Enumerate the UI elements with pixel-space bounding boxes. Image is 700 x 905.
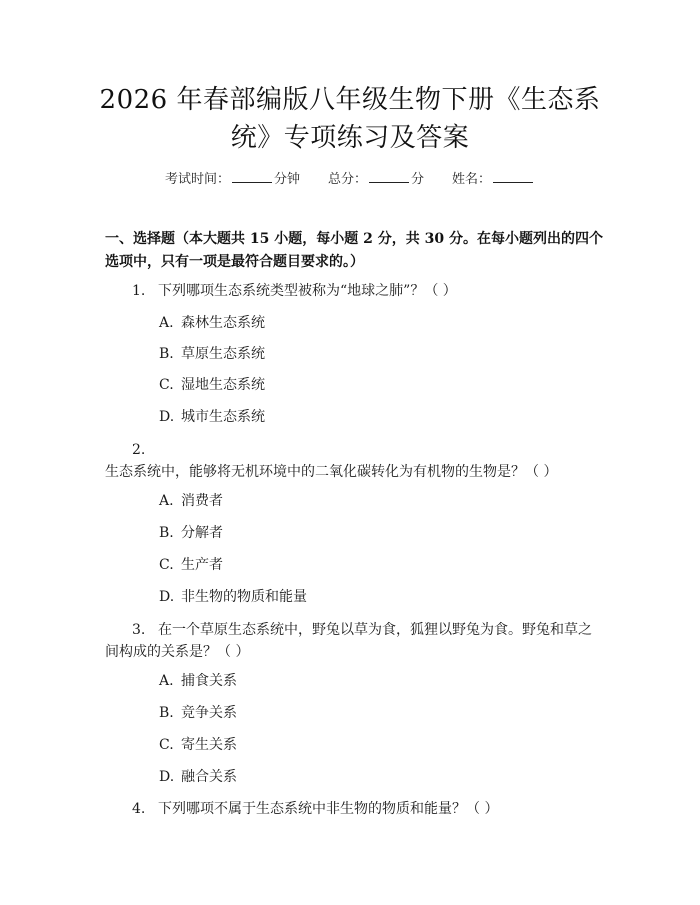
question-text: 生态系统中，能够将无机环境中的二氧化碳转化为有机物的生物是？（ ） [105, 464, 558, 480]
question-text: 下列哪项不属于生态系统中非生物的物质和能量？（ ） [158, 801, 499, 817]
total-score-blank [369, 170, 409, 183]
question-3 [105, 619, 605, 663]
question-1-option-a [159, 313, 265, 333]
option-text: 森林生态系统 [181, 315, 265, 331]
student-name-label: 姓名： [452, 172, 492, 187]
question-2 [105, 439, 605, 483]
question-4 [105, 798, 605, 820]
option-text: 湿地生态系统 [181, 377, 265, 393]
document-title-line-2: 统》专项练习及答案 [230, 123, 470, 153]
document-title-line-1: 2026 年春部编版八年级生物下册《生态系 [99, 85, 601, 115]
option-text: 非生物的物质和能量 [181, 589, 307, 605]
exam-info [0, 168, 700, 187]
option-text: 寄生关系 [181, 737, 237, 753]
question-text: 在一个草原生态系统中，野兔以草为食，狐狸以野兔为食。野兔和草之间构成的关系是？（ ） [105, 622, 592, 660]
question-3-option-d [159, 767, 237, 787]
option-letter: A. [159, 315, 174, 331]
option-text: 分解者 [181, 525, 223, 541]
question-2-option-c [159, 555, 223, 575]
option-letter: B. [159, 525, 174, 541]
question-number: 3. [132, 622, 146, 638]
section-heading: 一、选择题（本大题共 15 小题，每小题 2 分，共 30 分。在每小题列出的四个选项中，只有一项是最符合题目要求的。） [105, 231, 603, 270]
option-text: 融合关系 [181, 769, 237, 785]
question-2-option-b [159, 523, 223, 543]
question-1-option-b [159, 344, 265, 364]
option-letter: A. [159, 673, 174, 689]
total-score-unit: 分 [411, 172, 425, 187]
question-1 [105, 280, 605, 302]
option-letter: D. [159, 589, 175, 605]
option-letter: D. [159, 769, 175, 785]
question-1-option-d [159, 407, 265, 427]
option-letter: C. [159, 557, 174, 573]
question-3-option-c [159, 735, 237, 755]
question-text: 下列哪项生态系统类型被称为“地球之肺”？（ ） [158, 283, 457, 299]
exam-time-label: 考试时间： [164, 172, 230, 187]
option-text: 城市生态系统 [181, 409, 265, 425]
question-number: 2. [132, 442, 146, 458]
exam-time-blank [232, 170, 272, 183]
question-2-option-d [159, 587, 307, 607]
question-number: 4. [132, 801, 146, 817]
option-letter: B. [159, 346, 174, 362]
question-number: 1. [132, 283, 146, 299]
option-letter: A. [159, 493, 174, 509]
question-2-option-a [159, 491, 223, 511]
option-letter: C. [159, 377, 174, 393]
exam-time-unit: 分钟 [273, 172, 300, 187]
option-letter: C. [159, 737, 174, 753]
question-1-option-c [159, 375, 265, 395]
option-text: 草原生态系统 [181, 346, 265, 362]
option-text: 消费者 [181, 493, 223, 509]
question-3-option-b [159, 703, 237, 723]
option-letter: D. [159, 409, 175, 425]
option-text: 竞争关系 [181, 705, 237, 721]
option-letter: B. [159, 705, 174, 721]
option-text: 捕食关系 [181, 673, 237, 689]
question-3-option-a [159, 671, 237, 691]
total-score-label: 总分： [327, 172, 367, 187]
option-text: 生产者 [181, 557, 223, 573]
student-name-blank [493, 170, 533, 183]
